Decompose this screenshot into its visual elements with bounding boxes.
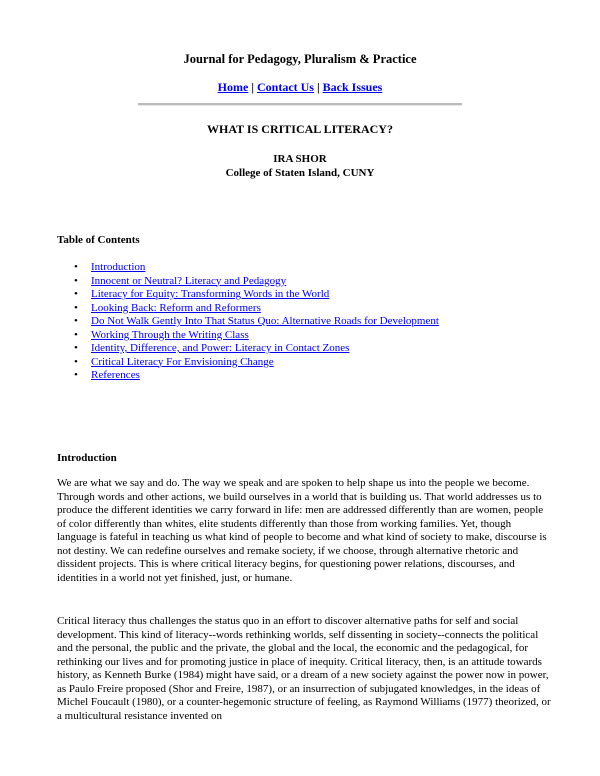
toc-link-writing-class[interactable]: Working Through the Writing Class [91,328,249,341]
toc-link-looking-back[interactable]: Looking Back: Reform and Reformers [91,301,261,314]
bullet-icon: • [74,328,78,341]
author-name: IRA SHOR [273,153,327,165]
author-block [0,152,600,180]
toc-heading: Table of Contents [57,234,140,246]
introduction-heading: Introduction [57,452,117,464]
toc-item [57,342,439,356]
bullet-icon: • [74,342,78,354]
toc-link-introduction[interactable]: Introduction [91,261,146,273]
article-title: WHAT IS CRITICAL LITERACY? [207,122,393,136]
nav-separator: | [313,80,323,94]
bullet-icon: • [74,288,78,300]
home-link[interactable]: Home [217,80,249,94]
bullet-icon: • [74,261,78,273]
toc-item [57,302,439,316]
nav-links [0,80,600,95]
table-of-contents [57,261,439,383]
introduction-paragraph-2: Critical literacy thus challenges the status quo in an effort to discover alternative paths for self and social development. This kind of literacy--words rethinking worlds, self dissenting in society--connects the political and the personal, the public and the private, the global and the local, the economic and the pedagogical, for rethinking our lives and for promoting justice in place of inequity. Critical literacy, then, is an attitude towards history, as Kenneth Burke (1984) might have said, or a dream of a new society against the power now in power, as Paulo Freire proposed (Shor and Freire, 1987), or an insurrection of subjugated knowledges, in the ideas of Michel Foucault (1980), or a counter-hegemonic structure of feeling, as Raymond Williams (1977) theorized, or a multicultural resistance invented on [57,615,551,722]
author-affiliation: College of Staten Island, CUNY [225,167,375,179]
introduction-paragraph-1: We are what we say and do. The way we speak and are spoken to help shape us into the people we become. Through words and other actions, we build ourselves in a world that is building us. That world addresses us to produce the different identities we carry forward in life: men are addressed differently than are women, people of color differently than whites, elite students differently than those from working families. Yet, though language is fateful in teaching us what kind of people to become and what kind of society to make, discourse is not destiny. We can redefine ourselves and remake society, if we choose, through alternative rhetoric and dissident projects. This is where critical literacy begins, for questioning power relations, discourses, and identities in a world not yet finished, just, or humane. [57,477,547,584]
journal-title: Journal for Pedagogy, Pluralism & Practice [183,52,417,66]
toc-item [57,288,439,302]
toc-link-innocent-or-neutral[interactable]: Innocent or Neutral? Literacy and Pedagogy [91,274,287,287]
toc-item [57,315,439,329]
nav-separator: | [248,80,257,94]
toc-link-envisioning-change[interactable]: Critical Literacy For Envisioning Change [91,355,274,368]
bullet-icon: • [74,369,78,381]
toc-link-identity-difference-power[interactable]: Identity, Difference, and Power: Literacy in Contact Zones [91,342,350,354]
bullet-icon: • [74,315,78,327]
toc-item [57,275,439,289]
bullet-icon: • [74,355,78,368]
back-issues-link[interactable]: Back Issues [322,80,383,94]
toc-link-status-quo[interactable]: Do Not Walk Gently Into That Status Quo: Alternative Roads for Development [91,315,439,327]
toc-item [57,261,439,275]
toc-link-references[interactable]: References [91,369,140,381]
bullet-icon: • [74,274,78,287]
toc-item [57,329,439,343]
toc-item [57,356,439,370]
toc-link-literacy-for-equity[interactable]: Literacy for Equity: Transforming Words in the World [91,288,330,300]
horizontal-rule [138,103,462,106]
bullet-icon: • [74,301,78,314]
toc-item [57,369,439,383]
contact-us-link[interactable]: Contact Us [256,80,314,94]
